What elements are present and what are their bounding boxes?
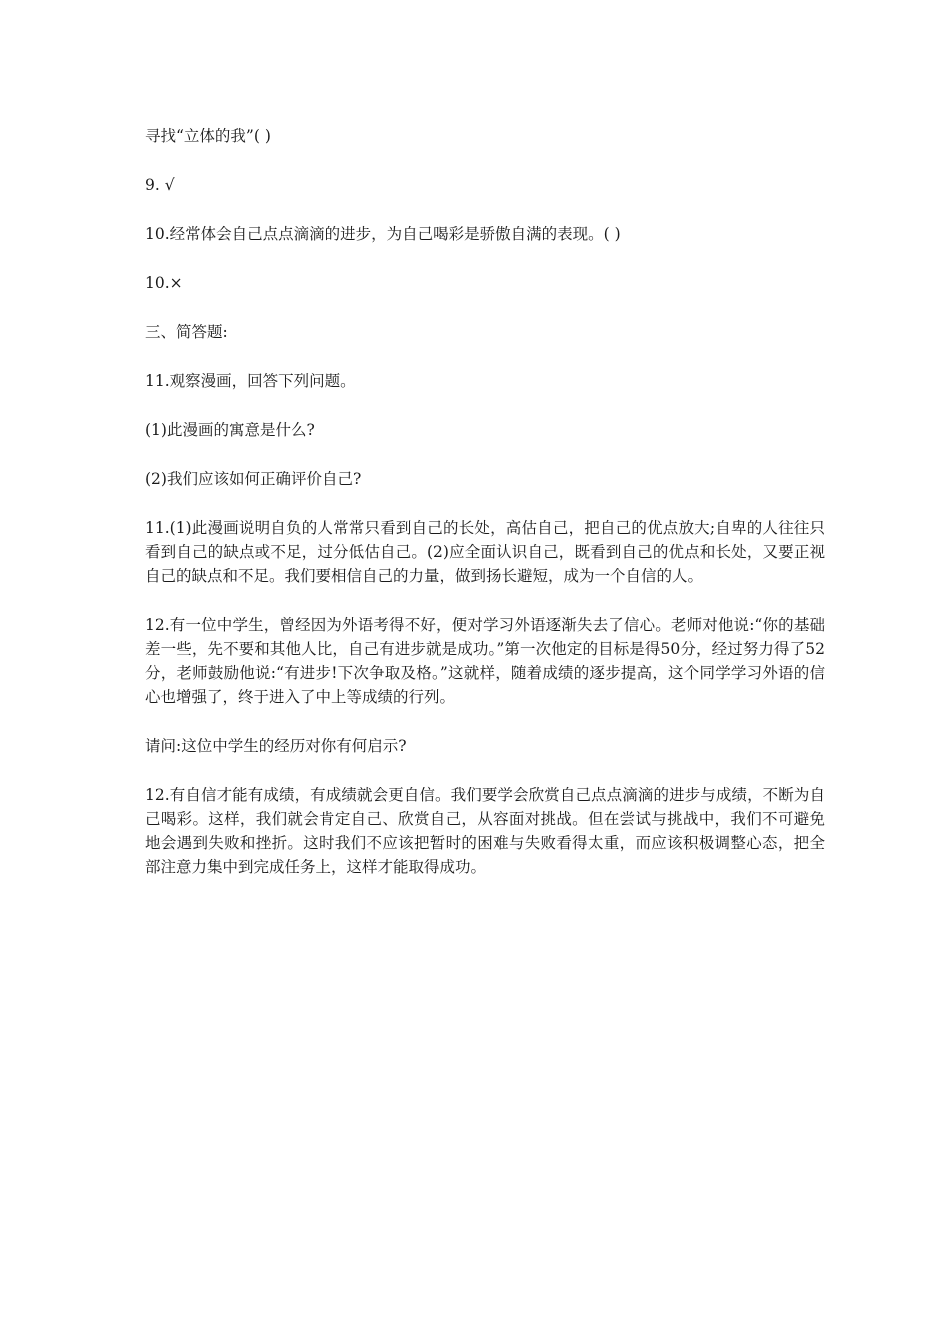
sub-question-text: (1)此漫画的寓意是什么?	[145, 421, 315, 439]
answer-text: 10.×	[145, 274, 183, 292]
answer-text: 12.有自信才能有成绩，有成绩就会更自信。我们要学会欣赏自己点点滴滴的进步与成绩，不断为自己喝彩。这样，我们就会肯定自己、欣赏自己，从容面对挑战。但在尝试与挑战中，我们不可避免地会遇到失败和挫折。这时我们不应该把暂时的困难与失败看得太重，而应该积极调整心态，把全部注意力集中到完成任务上，这样才能取得成功。	[145, 786, 825, 876]
document-body	[145, 124, 825, 904]
question-text: 12.有一位中学生，曾经因为外语考得不好，便对学习外语逐渐失去了信心。老师对他说:“你的基础差一些，先不要和其他人比，自己有进步就是成功。”第一次他定的目标是得50分，经过努力得了52分，老师鼓励他说:“有进步!下次争取及格。”这就样，随着成绩的逐步提高，这个同学学习外语的信心也增强了，终于进入了中上等成绩的行列。	[145, 616, 825, 706]
sub-question-text: (2)我们应该如何正确评价自己?	[145, 470, 362, 488]
answer-text: 9. √	[145, 176, 175, 194]
question-text: 10.经常体会自己点点滴滴的进步，为自己喝彩是骄傲自满的表现。( )	[145, 225, 621, 243]
answer-text: 11.(1)此漫画说明自负的人常常只看到自己的长处，高估自己，把自己的优点放大;自卑的人往往只看到自己的缺点或不足，过分低估自己。(2)应全面认识自己，既看到自己的优点和长处，又要正视自己的缺点和不足。我们要相信自己的力量，做到扬长避短，成为一个自信的人。	[145, 519, 825, 585]
question-text: 寻找“立体的我”( )	[145, 127, 271, 145]
question-text: 11.观察漫画，回答下列问题。	[145, 372, 356, 390]
question-prompt: 请问:这位中学生的经历对你有何启示?	[145, 737, 407, 755]
section-heading: 三、简答题:	[145, 323, 228, 341]
